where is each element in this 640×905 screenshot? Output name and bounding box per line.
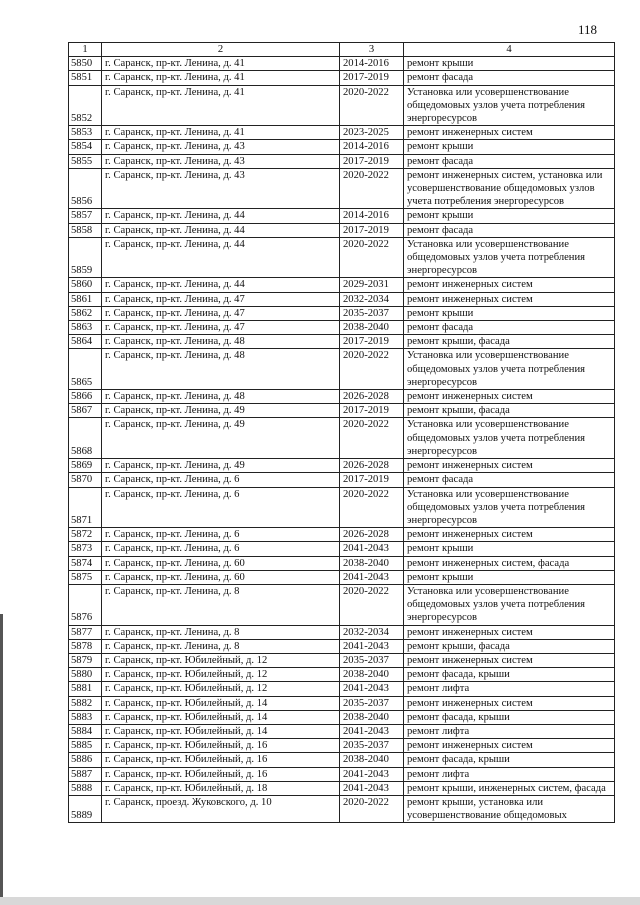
period-cell: 2038-2040	[340, 710, 404, 724]
row-number-cell: 5883	[69, 710, 102, 724]
period-cell: 2032-2034	[340, 625, 404, 639]
table-row	[69, 528, 615, 542]
row-number-cell: 5882	[69, 696, 102, 710]
column-header-2: 2	[102, 43, 340, 57]
page-number: 118	[578, 22, 598, 37]
row-number-cell: 5880	[69, 668, 102, 682]
table-row	[69, 154, 615, 168]
period-cell: 2017-2019	[340, 71, 404, 85]
work-type-cell: ремонт инженерных систем	[404, 459, 615, 473]
address-cell: г. Саранск, пр-кт. Ленина, д. 49	[102, 418, 340, 459]
work-type-cell: ремонт фасада	[404, 473, 615, 487]
column-header-1: 1	[69, 43, 102, 57]
work-type-cell: ремонт крыши	[404, 209, 615, 223]
row-number-cell: 5851	[69, 71, 102, 85]
work-type-cell: ремонт крыши	[404, 570, 615, 584]
table-row	[69, 85, 615, 126]
period-cell: 2041-2043	[340, 724, 404, 738]
period-cell: 2038-2040	[340, 668, 404, 682]
address-cell: г. Саранск, пр-кт. Юбилейный, д. 14	[102, 696, 340, 710]
work-type-cell: Установка или усовершенствование общедомовых узлов учета потребления энергоресурсов	[404, 584, 615, 625]
row-number-cell: 5865	[69, 349, 102, 390]
address-cell: г. Саранск, пр-кт. Ленина, д. 60	[102, 570, 340, 584]
table-row	[69, 71, 615, 85]
period-cell: 2017-2019	[340, 404, 404, 418]
address-cell: г. Саранск, пр-кт. Ленина, д. 49	[102, 459, 340, 473]
table-row	[69, 459, 615, 473]
address-cell: г. Саранск, пр-кт. Ленина, д. 48	[102, 390, 340, 404]
period-cell: 2041-2043	[340, 781, 404, 795]
work-type-cell: ремонт фасада, крыши	[404, 710, 615, 724]
address-cell: г. Саранск, пр-кт. Ленина, д. 44	[102, 278, 340, 292]
table-row	[69, 542, 615, 556]
row-number-cell: 5857	[69, 209, 102, 223]
period-cell: 2026-2028	[340, 390, 404, 404]
row-number-cell: 5866	[69, 390, 102, 404]
period-cell: 2014-2016	[340, 57, 404, 71]
period-cell: 2035-2037	[340, 306, 404, 320]
period-cell: 2017-2019	[340, 223, 404, 237]
table-row	[69, 237, 615, 278]
period-cell: 2038-2040	[340, 321, 404, 335]
work-type-cell: ремонт инженерных систем	[404, 390, 615, 404]
table-row	[69, 668, 615, 682]
address-cell: г. Саранск, пр-кт. Ленина, д. 8	[102, 625, 340, 639]
repair-schedule-table	[68, 42, 615, 823]
table-row	[69, 126, 615, 140]
table-row	[69, 349, 615, 390]
period-cell: 2035-2037	[340, 739, 404, 753]
table-row	[69, 653, 615, 667]
table-row	[69, 724, 615, 738]
period-cell: 2017-2019	[340, 154, 404, 168]
work-type-cell: Установка или усовершенствование общедомовых узлов учета потребления энергоресурсов	[404, 349, 615, 390]
period-cell: 2032-2034	[340, 292, 404, 306]
row-number-cell: 5888	[69, 781, 102, 795]
period-cell: 2038-2040	[340, 753, 404, 767]
work-type-cell: ремонт инженерных систем	[404, 696, 615, 710]
period-cell: 2017-2019	[340, 335, 404, 349]
work-type-cell: ремонт инженерных систем, установка или усовершенствование общедомовых узлов учета потребления энергоресурсов	[404, 168, 615, 209]
row-number-cell: 5871	[69, 487, 102, 528]
work-type-cell: ремонт инженерных систем	[404, 126, 615, 140]
period-cell: 2041-2043	[340, 639, 404, 653]
row-number-cell: 5861	[69, 292, 102, 306]
work-type-cell: ремонт крыши	[404, 140, 615, 154]
row-number-cell: 5877	[69, 625, 102, 639]
table-row	[69, 625, 615, 639]
period-cell: 2020-2022	[340, 349, 404, 390]
address-cell: г. Саранск, пр-кт. Юбилейный, д. 12	[102, 682, 340, 696]
address-cell: г. Саранск, пр-кт. Ленина, д. 41	[102, 126, 340, 140]
address-cell: г. Саранск, пр-кт. Юбилейный, д. 16	[102, 753, 340, 767]
row-number-cell: 5864	[69, 335, 102, 349]
row-number-cell: 5858	[69, 223, 102, 237]
row-number-cell: 5870	[69, 473, 102, 487]
address-cell: г. Саранск, пр-кт. Ленина, д. 8	[102, 639, 340, 653]
address-cell: г. Саранск, пр-кт. Ленина, д. 41	[102, 71, 340, 85]
period-cell: 2026-2028	[340, 528, 404, 542]
row-number-cell: 5850	[69, 57, 102, 71]
address-cell: г. Саранск, пр-кт. Ленина, д. 49	[102, 404, 340, 418]
row-number-cell: 5881	[69, 682, 102, 696]
table-row	[69, 570, 615, 584]
row-number-cell: 5875	[69, 570, 102, 584]
work-type-cell: ремонт крыши	[404, 542, 615, 556]
period-cell: 2041-2043	[340, 570, 404, 584]
work-type-cell: ремонт лифта	[404, 767, 615, 781]
work-type-cell: Установка или усовершенствование общедомовых узлов учета потребления энергоресурсов	[404, 418, 615, 459]
work-type-cell: ремонт фасада	[404, 223, 615, 237]
row-number-cell: 5860	[69, 278, 102, 292]
work-type-cell: ремонт инженерных систем	[404, 739, 615, 753]
period-cell: 2029-2031	[340, 278, 404, 292]
table-row	[69, 168, 615, 209]
work-type-cell: ремонт крыши, фасада	[404, 404, 615, 418]
address-cell: г. Саранск, пр-кт. Ленина, д. 43	[102, 154, 340, 168]
table-row	[69, 710, 615, 724]
period-cell: 2020-2022	[340, 168, 404, 209]
row-number-cell: 5867	[69, 404, 102, 418]
work-type-cell: ремонт фасада	[404, 154, 615, 168]
table-row	[69, 418, 615, 459]
address-cell: г. Саранск, пр-кт. Юбилейный, д. 12	[102, 653, 340, 667]
period-cell: 2017-2019	[340, 473, 404, 487]
work-type-cell: Установка или усовершенствование общедомовых узлов учета потребления энергоресурсов	[404, 487, 615, 528]
address-cell: г. Саранск, пр-кт. Ленина, д. 44	[102, 223, 340, 237]
table-row	[69, 682, 615, 696]
table-row	[69, 473, 615, 487]
address-cell: г. Саранск, пр-кт. Ленина, д. 43	[102, 168, 340, 209]
period-cell: 2020-2022	[340, 237, 404, 278]
work-type-cell: ремонт инженерных систем	[404, 625, 615, 639]
address-cell: г. Саранск, пр-кт. Юбилейный, д. 16	[102, 739, 340, 753]
period-cell: 2041-2043	[340, 542, 404, 556]
table-row	[69, 556, 615, 570]
row-number-cell: 5853	[69, 126, 102, 140]
table-body	[69, 57, 615, 823]
table-row	[69, 209, 615, 223]
row-number-cell: 5862	[69, 306, 102, 320]
work-type-cell: ремонт инженерных систем, фасада	[404, 556, 615, 570]
address-cell: г. Саранск, пр-кт. Ленина, д. 44	[102, 237, 340, 278]
table-row	[69, 639, 615, 653]
row-number-cell: 5878	[69, 639, 102, 653]
address-cell: г. Саранск, пр-кт. Юбилейный, д. 14	[102, 710, 340, 724]
work-type-cell: ремонт крыши, фасада	[404, 639, 615, 653]
period-cell: 2020-2022	[340, 418, 404, 459]
table-row	[69, 278, 615, 292]
table-row	[69, 335, 615, 349]
row-number-cell: 5872	[69, 528, 102, 542]
period-cell: 2038-2040	[340, 556, 404, 570]
row-number-cell: 5876	[69, 584, 102, 625]
work-type-cell: ремонт инженерных систем	[404, 653, 615, 667]
work-type-cell: Установка или усовершенствование общедомовых узлов учета потребления энергоресурсов	[404, 85, 615, 126]
row-number-cell: 5889	[69, 795, 102, 822]
period-cell: 2035-2037	[340, 653, 404, 667]
address-cell: г. Саранск, пр-кт. Ленина, д. 47	[102, 306, 340, 320]
address-cell: г. Саранск, пр-кт. Ленина, д. 6	[102, 473, 340, 487]
work-type-cell: Установка или усовершенствование общедомовых узлов учета потребления энергоресурсов	[404, 237, 615, 278]
row-number-cell: 5869	[69, 459, 102, 473]
row-number-cell: 5863	[69, 321, 102, 335]
table-row	[69, 292, 615, 306]
table-row	[69, 767, 615, 781]
row-number-cell: 5886	[69, 753, 102, 767]
table-row	[69, 739, 615, 753]
period-cell: 2035-2037	[340, 696, 404, 710]
table-row	[69, 404, 615, 418]
period-cell: 2014-2016	[340, 140, 404, 154]
work-type-cell: ремонт лифта	[404, 682, 615, 696]
table-row	[69, 781, 615, 795]
work-type-cell: ремонт фасада, крыши	[404, 668, 615, 682]
address-cell: г. Саранск, пр-кт. Ленина, д. 6	[102, 487, 340, 528]
work-type-cell: ремонт фасада	[404, 71, 615, 85]
work-type-cell: ремонт фасада, крыши	[404, 753, 615, 767]
column-header-4: 4	[404, 43, 615, 57]
scan-edge-shadow	[0, 614, 3, 905]
row-number-cell: 5884	[69, 724, 102, 738]
period-cell: 2023-2025	[340, 126, 404, 140]
address-cell: г. Саранск, пр-кт. Ленина, д. 6	[102, 542, 340, 556]
address-cell: г. Саранск, пр-кт. Ленина, д. 6	[102, 528, 340, 542]
table-row	[69, 795, 615, 822]
table-row	[69, 321, 615, 335]
period-cell: 2026-2028	[340, 459, 404, 473]
column-header-3: 3	[340, 43, 404, 57]
row-number-cell: 5856	[69, 168, 102, 209]
work-type-cell: ремонт крыши	[404, 57, 615, 71]
table-row	[69, 753, 615, 767]
row-number-cell: 5855	[69, 154, 102, 168]
address-cell: г. Саранск, пр-кт. Юбилейный, д. 18	[102, 781, 340, 795]
address-cell: г. Саранск, пр-кт. Ленина, д. 8	[102, 584, 340, 625]
row-number-cell: 5873	[69, 542, 102, 556]
row-number-cell: 5879	[69, 653, 102, 667]
row-number-cell: 5868	[69, 418, 102, 459]
table-row	[69, 306, 615, 320]
work-type-cell: ремонт крыши, фасада	[404, 335, 615, 349]
period-cell: 2020-2022	[340, 795, 404, 822]
address-cell: г. Саранск, проезд. Жуковского, д. 10	[102, 795, 340, 822]
table-row	[69, 390, 615, 404]
work-type-cell: ремонт крыши, инженерных систем, фасада	[404, 781, 615, 795]
work-type-cell: ремонт инженерных систем	[404, 528, 615, 542]
work-type-cell: ремонт лифта	[404, 724, 615, 738]
scan-bottom-edge	[0, 897, 640, 905]
address-cell: г. Саранск, пр-кт. Ленина, д. 41	[102, 57, 340, 71]
address-cell: г. Саранск, пр-кт. Ленина, д. 47	[102, 292, 340, 306]
period-cell: 2020-2022	[340, 584, 404, 625]
address-cell: г. Саранск, пр-кт. Ленина, д. 43	[102, 140, 340, 154]
period-cell: 2020-2022	[340, 487, 404, 528]
table-row	[69, 140, 615, 154]
address-cell: г. Саранск, пр-кт. Ленина, д. 47	[102, 321, 340, 335]
row-number-cell: 5854	[69, 140, 102, 154]
work-type-cell: ремонт фасада	[404, 321, 615, 335]
table-row	[69, 584, 615, 625]
period-cell: 2014-2016	[340, 209, 404, 223]
period-cell: 2041-2043	[340, 682, 404, 696]
work-type-cell: ремонт крыши	[404, 306, 615, 320]
table-row	[69, 487, 615, 528]
row-number-cell: 5874	[69, 556, 102, 570]
work-type-cell: ремонт инженерных систем	[404, 278, 615, 292]
row-number-cell: 5859	[69, 237, 102, 278]
address-cell: г. Саранск, пр-кт. Ленина, д. 41	[102, 85, 340, 126]
address-cell: г. Саранск, пр-кт. Ленина, д. 48	[102, 349, 340, 390]
table-row	[69, 696, 615, 710]
address-cell: г. Саранск, пр-кт. Ленина, д. 48	[102, 335, 340, 349]
period-cell: 2041-2043	[340, 767, 404, 781]
row-number-cell: 5885	[69, 739, 102, 753]
address-cell: г. Саранск, пр-кт. Ленина, д. 44	[102, 209, 340, 223]
address-cell: г. Саранск, пр-кт. Юбилейный, д. 12	[102, 668, 340, 682]
table-row	[69, 57, 615, 71]
row-number-cell: 5887	[69, 767, 102, 781]
work-type-cell: ремонт крыши, установка или усовершенствование общедомовых	[404, 795, 615, 822]
address-cell: г. Саранск, пр-кт. Юбилейный, д. 14	[102, 724, 340, 738]
address-cell: г. Саранск, пр-кт. Ленина, д. 60	[102, 556, 340, 570]
period-cell: 2020-2022	[340, 85, 404, 126]
address-cell: г. Саранск, пр-кт. Юбилейный, д. 16	[102, 767, 340, 781]
table-row	[69, 223, 615, 237]
work-type-cell: ремонт инженерных систем	[404, 292, 615, 306]
table-header-row	[69, 43, 615, 57]
row-number-cell: 5852	[69, 85, 102, 126]
